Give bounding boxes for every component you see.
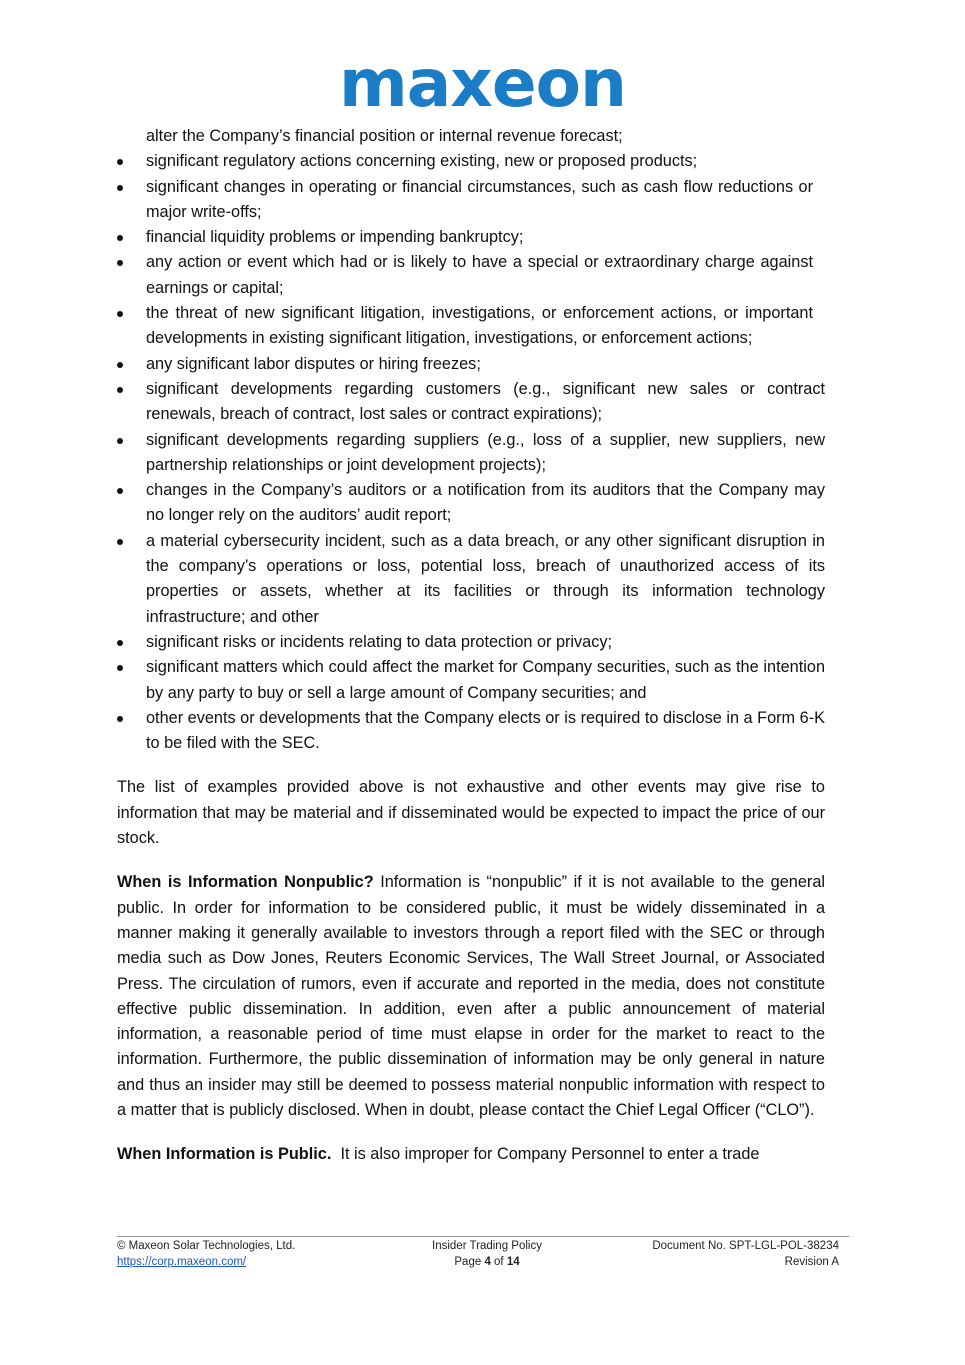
maxeon-logo: maxeon: [339, 45, 626, 122]
list-item-text: any action or event which had or is likely to have a special or extraordinary charge against earnings or capital;: [146, 253, 813, 297]
list-item: [117, 706, 825, 757]
footer-right: [652, 1238, 839, 1270]
footer-doc-title: Insider Trading Policy: [432, 1240, 542, 1252]
bullet-icon: [117, 159, 123, 165]
list-item-text: a material cybersecurity incident, such as a data breach, or any other significant disruption in the company’s operations or loss, potential loss, breach of unauthorized access of its properties or assets, whether at its facilities or through its information technology infrastructure; and other: [146, 531, 825, 626]
bullet-icon: [117, 311, 123, 317]
footer-copyright: © Maxeon Solar Technologies, Ltd.: [117, 1240, 296, 1252]
page-of: of: [490, 1256, 507, 1268]
list-item: [117, 352, 825, 377]
public-body: It is also improper for Company Personnel to enter a trade: [331, 1145, 760, 1164]
bullet-icon: [117, 235, 123, 241]
bullet-icon: [117, 539, 123, 545]
page-total: 14: [506, 1256, 520, 1268]
bullet-icon: [117, 185, 123, 191]
list-item: [117, 175, 813, 226]
list-item-text: significant developments regarding customers (e.g., significant new sales or contract renewals, breach of contract, lost sales or contract expirations);: [146, 379, 825, 424]
nonpublic-heading: When is Information Nonpublic?: [117, 873, 374, 892]
list-item-continuation: [117, 124, 825, 149]
public-paragraph: [117, 1142, 825, 1167]
bullet-icon: [117, 488, 123, 494]
footer-revision: Revision A: [784, 1256, 839, 1268]
list-item-text: significant matters which could affect the market for Company securities, such as the intention by any party to buy or sell a large amount of Company securities; and: [146, 658, 825, 702]
bullet-icon: [117, 716, 123, 722]
list-item: [117, 428, 825, 479]
bullet-icon: [117, 438, 123, 444]
bullet-icon: [117, 640, 123, 646]
list-item: [117, 250, 813, 301]
list-item-text: significant risks or incidents relating to data protection or privacy;: [146, 632, 613, 651]
material-information-examples-list: [117, 124, 825, 756]
list-item-text: alter the Company’s financial position or internal revenue forecast;: [146, 127, 623, 145]
list-note-paragraph: The list of examples provided above is not exhaustive and other events may give rise to information that may be material and if disseminated would be expected to impact the price of our stock.: [117, 778, 825, 848]
list-item-text: significant regulatory actions concerning existing, new or proposed products;: [146, 152, 698, 171]
list-item-text: significant changes in operating or financial circumstances, such as cash flow reductions or major write-offs;: [146, 177, 813, 221]
nonpublic-body: Information is “nonpublic” if it is not available to the general public. In order for information to be considered public, it must be widely disseminated in a manner making it generally available to investors through a report filed with the SEC or through media such as Dow Jones, Reuters Economic Services, The Wall Street Journal, or Associated Press. The circulation of rumors, even if accurate and reported in the media, does not constitute effective public dissemination. In addition, even after a public announcement of material information, a reasonable period of time must elapse in order for the market to react to the information. Furthermore, the public dissemination of information may be only general in nature and thus an insider may still be deemed to possess material nonpublic information with respect to a matter that is publicly disclosed. When in doubt, please contact the Chief Legal Officer (“CLO”).: [117, 873, 825, 1119]
bullet-icon: [117, 260, 123, 266]
page-prefix: Page: [454, 1256, 485, 1268]
list-item: [117, 655, 825, 706]
page-current: 4: [484, 1256, 491, 1268]
bullet-icon: [117, 362, 123, 368]
list-item-text: significant developments regarding suppliers (e.g., loss of a supplier, new suppliers, new partnership relationships or joint development projects);: [146, 430, 825, 474]
bullet-icon: [117, 665, 123, 671]
list-item-text: financial liquidity problems or impending bankruptcy;: [146, 228, 524, 247]
list-item: [117, 630, 825, 655]
bullet-icon: [117, 387, 123, 393]
list-item: [117, 225, 813, 250]
nonpublic-paragraph: [117, 870, 825, 1123]
list-item: [117, 377, 825, 428]
footer-url-link[interactable]: https://corp.maxeon.com/: [117, 1256, 247, 1268]
list-item-text: changes in the Company’s auditors or a notification from its auditors that the Company may no longer rely on the auditors’ audit report;: [146, 481, 825, 525]
list-item-text: other events or developments that the Company elects or is required to disclose in a Form 6-K to be filed with the SEC.: [146, 708, 825, 753]
footer-doc-number: Document No. SPT-LGL-POL-38234: [652, 1240, 839, 1252]
list-item: [117, 149, 813, 174]
document-body: [117, 124, 825, 1168]
public-heading: When Information is Public.: [117, 1145, 332, 1164]
list-item-text: any significant labor disputes or hiring freezes;: [146, 354, 481, 373]
list-item-text: the threat of new significant litigation, investigations, or enforcement actions, or important developments in existing significant litigation, investigations, or enforcement actions;: [146, 304, 813, 348]
list-item: [117, 529, 825, 630]
list-item: [117, 478, 825, 529]
footer-divider: [117, 1236, 849, 1237]
list-item: [117, 301, 813, 352]
